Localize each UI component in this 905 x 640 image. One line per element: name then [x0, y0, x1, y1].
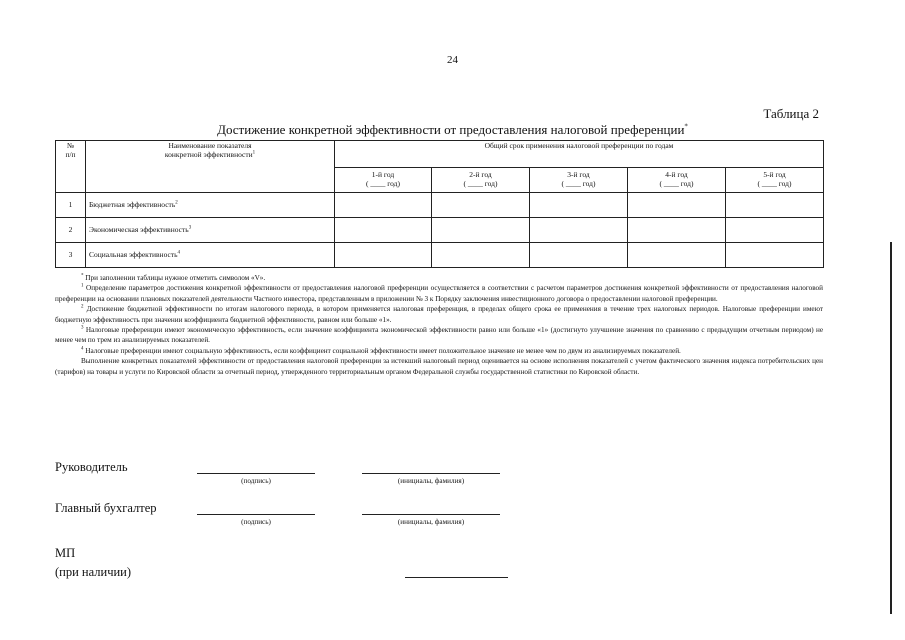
head-label: Руководитель [55, 460, 128, 474]
year-1-label: 1-й год [371, 170, 395, 180]
col-name-mark: 1 [252, 150, 256, 156]
head-initials-caption: (инициалы, фамилия) [397, 477, 465, 485]
footnote-mark: 3 [81, 325, 84, 331]
table-label: Таблица 2 [763, 106, 819, 121]
footnote-1 [55, 283, 823, 304]
accountant-initials-caption: (инициалы, фамилия) [397, 518, 465, 526]
year-2-cell[interactable] [432, 218, 530, 243]
year-3-cell[interactable] [530, 193, 628, 218]
page-edge-bar [890, 242, 892, 614]
year-3-sub: ( ____ год) [561, 179, 596, 188]
row-indicator-name [86, 243, 335, 268]
year-3-label: 3-й год [567, 170, 590, 180]
head-signature-caption: (подпись) [241, 477, 271, 485]
row-name-mark: 4 [177, 250, 181, 256]
col-header-number [56, 141, 86, 193]
row-number: 3 [56, 243, 86, 268]
chief-accountant-label: Главный бухгалтер [55, 501, 157, 515]
table-row [56, 218, 824, 243]
year-5-cell[interactable] [726, 243, 824, 268]
year-2-cell[interactable] [432, 193, 530, 218]
table-title-text: Достижение конкретной эффективности от предоставления налоговой преференции [217, 122, 685, 137]
table-title-mark: * [684, 122, 688, 131]
head-initials-line[interactable] [362, 473, 500, 474]
year-5-cell[interactable] [726, 193, 824, 218]
year-4-cell[interactable] [628, 218, 726, 243]
year-3-header [530, 168, 628, 193]
stamp-label: МП [55, 546, 76, 560]
year-2-header [432, 168, 530, 193]
footnote-mark: * [81, 273, 84, 279]
year-4-header [628, 168, 726, 193]
row-indicator-name [86, 218, 335, 243]
year-1-cell[interactable] [335, 193, 432, 218]
stamp-note: (при наличии) [55, 565, 132, 579]
year-4-sub: ( ____ год) [659, 179, 694, 188]
accountant-signature-line[interactable] [197, 514, 315, 515]
footnote-asterisk [55, 273, 823, 283]
footnotes [55, 273, 823, 377]
table-header-row [56, 141, 824, 168]
stamp-line[interactable] [405, 577, 508, 578]
footnote-3 [55, 325, 823, 346]
year-5-cell[interactable] [726, 218, 824, 243]
year-4-label: 4-й год [665, 170, 688, 180]
footnote-text: Налоговые преференции имеют социальную эффективность, если коэффициент социальной эффективности имеет положительное значение не менее чем по двум из анализируемых показателей. [85, 346, 681, 355]
footnote-text: Достижение бюджетной эффективности по итогам налогового периода, в котором применяется налоговая преференция, в пределах общего срока ее применения в течение трех налоговых периодов. Налоговые преференции имеют бюджетную эффективность при значении коэффициента бюджетной эффективности, равном или больше «1». [55, 305, 823, 324]
accountant-initials-line[interactable] [362, 514, 500, 515]
row-name-mark: 3 [188, 225, 192, 231]
row-name-mark: 2 [175, 200, 178, 206]
row-number: 2 [56, 218, 86, 243]
year-5-sub: ( ____ год) [757, 179, 792, 188]
year-4-cell[interactable] [628, 243, 726, 268]
year-5-header [726, 168, 824, 193]
head-signature-line[interactable] [197, 473, 315, 474]
table-title [0, 122, 905, 138]
year-3-cell[interactable] [530, 243, 628, 268]
year-2-sub: ( ____ год) [463, 179, 498, 188]
year-1-header [335, 168, 432, 193]
row-name-text: Социальная эффективность [89, 249, 178, 259]
col-name-line2: конкретной эффективности [164, 149, 253, 159]
final-paragraph: Выполнение конкретных показателей эффективности от предоставления налоговой преференции за истекший налоговый период оценивается на основе исполнения показателей с учетом фактического значения индекса потребительских цен (тарифов) на товары и услуги по Кировской области за отчетный период, утвержденного территориальным органом Федеральной службы государственной статистики по Кировской области. [55, 357, 823, 376]
year-1-cell[interactable] [335, 243, 432, 268]
year-1-sub: ( ____ год) [366, 179, 400, 188]
table-row [56, 243, 824, 268]
year-3-cell[interactable] [530, 218, 628, 243]
year-2-label: 2-й год [469, 170, 492, 180]
footnote-mark: 4 [81, 346, 84, 352]
footnote-4 [55, 346, 823, 356]
footnote-text: При заполнении таблицы нужное отметить символом «V». [85, 274, 266, 282]
effectiveness-table [55, 140, 824, 268]
col-header-period: Общий срок применения налоговой преференции по годам [335, 141, 824, 168]
col-header-name [86, 141, 335, 193]
page-number: 24 [447, 54, 458, 66]
year-5-label: 5-й год [763, 170, 786, 180]
accountant-signature-caption: (подпись) [241, 518, 271, 526]
col-number-line1: № [66, 141, 75, 150]
row-name-text: Экономическая эффективность [89, 224, 189, 234]
footnote-2 [55, 304, 823, 325]
row-name-text: Бюджетная эффективность [89, 199, 176, 209]
footnote-text: Определение параметров достижения конкретной эффективности от предоставления налоговой преференции осуществляется в соответствии с расчетом параметров достижения конкретной эффективности от предоставления налоговой преференции на основании плановых показателей деятельности Частного инвестора, представленным в приложении № 3 к Порядку заключения инвестиционного договора о предоставлении налоговой преференции. [55, 284, 823, 303]
year-2-cell[interactable] [432, 243, 530, 268]
row-indicator-name [86, 193, 335, 218]
table-row [56, 193, 824, 218]
footnote-mark: 2 [81, 304, 84, 310]
row-number: 1 [56, 193, 86, 218]
year-4-cell[interactable] [628, 193, 726, 218]
footnote-mark: 1 [81, 284, 84, 290]
col-name-line1: Наименование показателя [168, 141, 252, 150]
col-number-line2: п/п [65, 149, 76, 159]
year-1-cell[interactable] [335, 218, 432, 243]
footnote-text: Налоговые преференции имеют экономическую эффективность, если значение коэффициента экономической эффективности равно или больше «1» (достигнуто улучшение значения по сравнению с предыдущим отчетным периодом) не менее чем по трем из анализируемых показателей. [55, 326, 824, 345]
